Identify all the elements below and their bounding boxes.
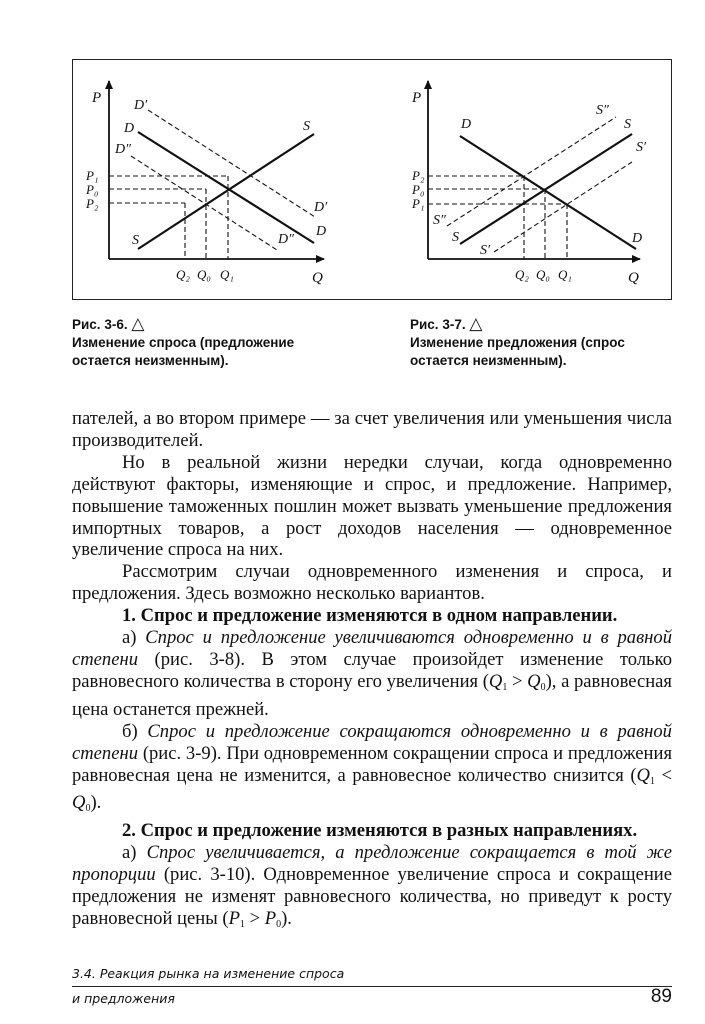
quantity-label-q2: Q₂	[176, 267, 190, 282]
running-footer-section-cont: и предложения	[72, 991, 175, 1006]
curve-label-demand-end: D	[632, 231, 643, 246]
figure-3-7-graph	[382, 59, 672, 300]
figure-3-7-caption	[410, 315, 680, 370]
price-label-p1: P₁	[412, 196, 425, 211]
curve-label-supply-bottom: S	[132, 233, 139, 248]
supply-curve-down	[494, 162, 632, 252]
triangle-icon: △	[131, 314, 145, 333]
quantity-label-q0: Q₀	[536, 267, 550, 282]
curve-label-demand-up-top: D′	[134, 98, 148, 113]
demand-curve	[460, 136, 636, 249]
curve-label-supply-bottom: S	[452, 230, 459, 245]
figure-3-6-graph	[72, 59, 372, 300]
curve-label-demand-top: D	[461, 117, 472, 132]
price-label-p2: P₂	[412, 168, 425, 183]
curve-label-supply-down-top: S′	[636, 140, 647, 155]
price-label-p2: P₂	[86, 196, 99, 211]
section-heading-1: 1. Спрос и предложение изменяются в одном направлении.	[122, 605, 618, 627]
x-axis-label: Q	[312, 270, 323, 286]
curve-label-demand-down-end: D″	[278, 232, 294, 247]
caption-text: Изменение спроса (предложение остается неизменным).	[72, 335, 295, 368]
quantity-label-q0: Q₀	[197, 267, 211, 282]
quantity-label-q2: Q₂	[515, 267, 529, 282]
curve-label-demand-end: D	[316, 224, 327, 239]
paragraph-case-1b: б) Спрос и предложение сокращаются одновременно и в равной степени (рис. 3-9). При одновременном сокращении спроса и предложения равновесная цена не изменится, а равновесное количество снизится $(Q_1 < Q_0)$.	[72, 720, 672, 815]
caption-number: Рис. 3-7. △	[410, 314, 483, 333]
caption-text: Изменение предложения (спрос остается неизменным).	[410, 335, 625, 368]
quantity-label-q1: Q₁	[558, 267, 572, 282]
body-text	[72, 408, 672, 936]
triangle-icon: △	[469, 314, 483, 333]
section-heading-2: 2. Спрос и предложение изменяются в разных направлениях.	[122, 820, 638, 842]
page-number: 89	[650, 986, 672, 1007]
y-axis-label: P	[412, 90, 422, 106]
figure-3-6-caption	[72, 315, 352, 370]
price-label-p0: P₀	[86, 182, 99, 197]
demand-curve-up	[148, 110, 315, 217]
curve-label-demand-top: D	[124, 121, 135, 136]
y-axis-label: P	[92, 90, 102, 106]
running-footer-section: 3.4. Реакция рынка на изменение спроса	[72, 966, 345, 981]
supply-curve-up	[447, 117, 616, 226]
paragraph: пателей, а во втором примере — за счет увеличения или уменьшения числа производителей.	[72, 408, 672, 451]
price-label-p1: P₁	[86, 168, 99, 183]
curve-label-supply-top: S	[303, 119, 310, 134]
paragraph-case-1a: а) Спрос и предложение увеличиваются одновременно и в равной степени (рис. 3-8). В этом случае произойдет изменение только равновесного количества в сторону его увеличения $(Q_1 > Q_0)$, а равновесная цена останется прежней.	[72, 627, 672, 720]
curve-label-supply-up-bottom: S″	[433, 213, 446, 228]
paragraph: Рассмотрим случаи одновременного изменения и спроса, и предложения. Здесь возможно несколько вариантов.	[72, 561, 672, 605]
paragraph: Но в реальной жизни нередки случаи, когда одновременно действуют факторы, изменяющие и спрос, и предложение. Например, повышение таможенных пошлин может вызвать уменьшение предложения импортных товаров, а рост доходов населения — одновременное увеличение спроса на них.	[72, 451, 672, 561]
curve-label-supply-top: S	[624, 117, 631, 132]
curve-label-demand-up-end: D′	[314, 200, 328, 215]
curve-label-supply-down-bottom: S′	[480, 243, 491, 258]
demand-curve	[138, 132, 314, 243]
price-label-p0: P₀	[412, 182, 425, 197]
curve-label-supply-up-top: S″	[596, 103, 609, 118]
x-axis-label: Q	[628, 270, 639, 286]
curve-label-demand-down-top: D″	[115, 142, 131, 157]
paragraph-case-2a: а) Спрос увеличивается, а предложение сокращается в той же пропорции (рис. 3-10). Одновременное увеличение спроса и сокращение предложения не изменят равновесного количества, но приведут к росту равновесной цены $(P_1 > P_0)$.	[72, 842, 672, 930]
caption-number: Рис. 3-6. △	[72, 314, 145, 333]
quantity-label-q1: Q₁	[220, 267, 234, 282]
footer-rule	[72, 986, 672, 987]
